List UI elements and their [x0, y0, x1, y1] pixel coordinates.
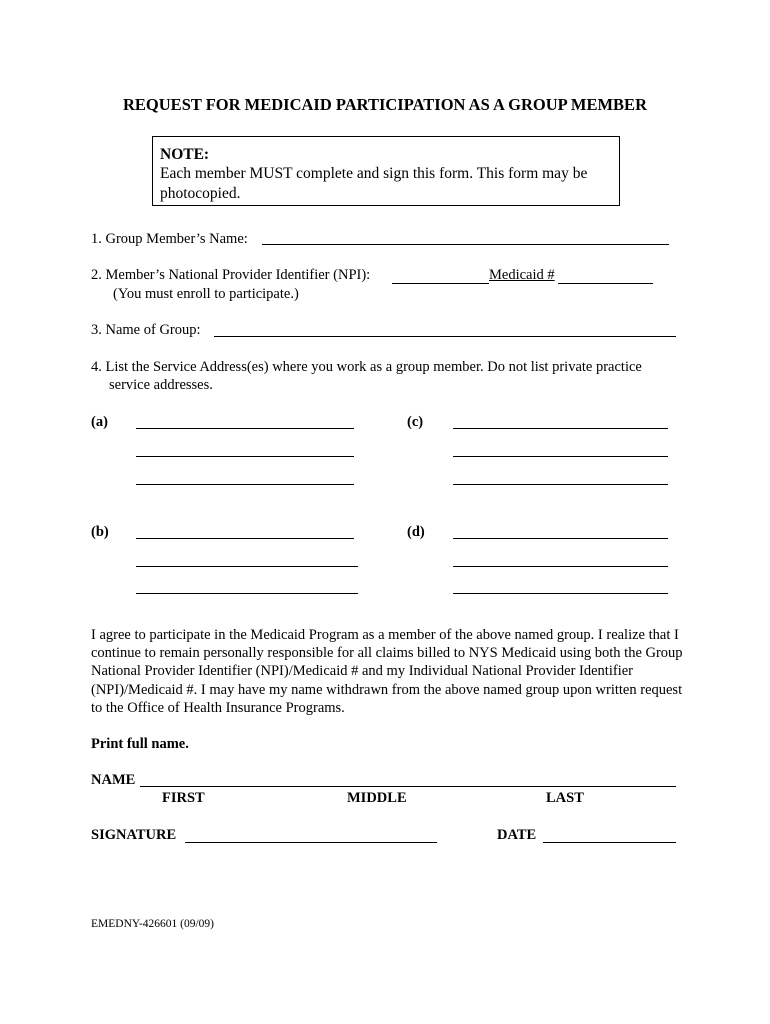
address-c-line-1[interactable]: [453, 428, 668, 429]
address-b-line-2[interactable]: [136, 566, 358, 567]
note-heading: NOTE:: [160, 146, 210, 163]
group-name-label: 3. Name of Group:: [91, 322, 201, 338]
group-member-name-field[interactable]: [262, 244, 669, 245]
address-d-line-3[interactable]: [453, 593, 668, 594]
signature-field[interactable]: [185, 842, 437, 843]
address-a-line-1[interactable]: [136, 428, 354, 429]
note-line-1: Each member MUST complete and sign this form. This form may be: [160, 165, 588, 182]
last-name-caption: LAST: [546, 790, 584, 806]
note-line-2: photocopied.: [160, 185, 241, 202]
first-name-caption: FIRST: [162, 790, 205, 806]
address-b-line-3[interactable]: [136, 593, 358, 594]
date-field[interactable]: [543, 842, 676, 843]
print-full-name-instruction: Print full name.: [91, 736, 189, 752]
date-label: DATE: [497, 827, 537, 843]
agreement-paragraph: I agree to participate in the Medicaid Program as a member of the above named group. I realize that I continue to remain personally responsible for all claims billed to NYS Medicaid using both the Group National Provider Identifier (NPI)/Medicaid # and my Individual National Provider Identifier (NPI)/Medicaid #. I may have my name withdrawn from the above named group upon written request to the Office of Health Insurance Programs.: [91, 627, 683, 716]
address-a-label: (a): [91, 414, 108, 430]
signature-label: SIGNATURE: [91, 827, 177, 843]
service-address-instruction-1: 4. List the Service Address(es) where you work as a group member. Do not list private practice: [91, 359, 642, 375]
address-d-line-2[interactable]: [453, 566, 668, 567]
full-name-field[interactable]: [140, 786, 676, 787]
npi-label: 2. Member’s National Provider Identifier (NPI):: [91, 267, 371, 283]
medicaid-number-label: Medicaid #: [489, 267, 555, 283]
address-c-line-2[interactable]: [453, 456, 668, 457]
address-d-line-1[interactable]: [453, 538, 668, 539]
middle-name-caption: MIDDLE: [347, 790, 407, 806]
address-a-line-2[interactable]: [136, 456, 354, 457]
address-c-label: (c): [407, 414, 424, 430]
enroll-note: (You must enroll to participate.): [113, 286, 299, 302]
address-c-line-3[interactable]: [453, 484, 668, 485]
service-address-instruction-2: service addresses.: [109, 377, 213, 393]
npi-field[interactable]: [392, 283, 489, 284]
name-label: NAME: [91, 772, 136, 788]
form-title: REQUEST FOR MEDICAID PARTICIPATION AS A GROUP MEMBER: [123, 95, 647, 114]
address-b-label: (b): [91, 524, 109, 540]
form-number: EMEDNY-426601 (09/09): [91, 918, 214, 930]
group-name-field[interactable]: [214, 336, 676, 337]
group-member-name-label: 1. Group Member’s Name:: [91, 231, 248, 247]
medicaid-number-field[interactable]: [558, 283, 653, 284]
address-b-line-1[interactable]: [136, 538, 354, 539]
address-d-label: (d): [407, 524, 425, 540]
address-a-line-3[interactable]: [136, 484, 354, 485]
